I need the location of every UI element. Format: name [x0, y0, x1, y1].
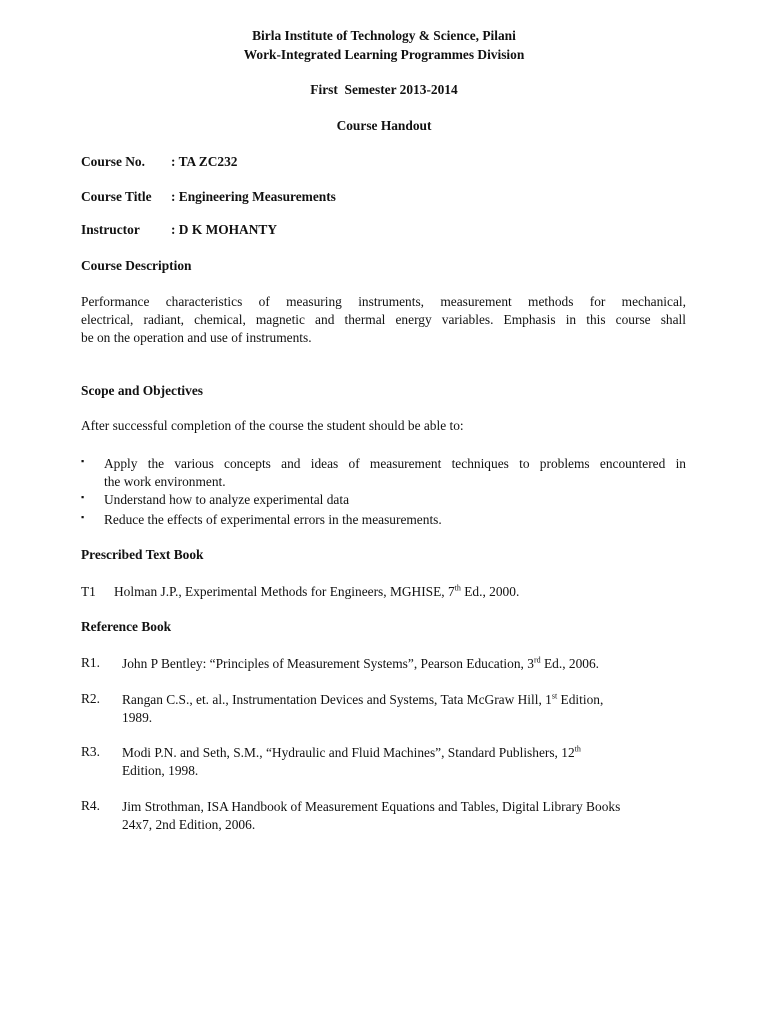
description-paragraph — [81, 293, 686, 347]
course-no-label: Course No. — [81, 154, 145, 169]
reference-id: R3. — [81, 744, 100, 759]
reference-text: Edition, — [557, 692, 604, 707]
reference-entry — [122, 744, 686, 780]
reference-line: 24x7, 2nd Edition, 2006. — [122, 817, 256, 832]
bullet-icon: ▪ — [81, 512, 85, 522]
objective-item — [104, 491, 686, 509]
description-line: be on the operation and use of instruments. — [81, 330, 312, 345]
text-book-tail: Ed., 2000. — [460, 584, 520, 599]
objective-item — [104, 455, 686, 491]
reference-line: Jim Strothman, ISA Handbook of Measurement Equations and Tables, Digital Library Books — [122, 799, 621, 814]
instructor-label: Instructor — [81, 222, 140, 237]
reference-heading: Reference Book — [81, 619, 172, 634]
reference-entry — [122, 798, 686, 834]
text-book-heading: Prescribed Text Book — [81, 547, 204, 562]
scope-heading: Scope and Objectives — [81, 383, 203, 398]
reference-line: 1989. — [122, 710, 153, 725]
reference-id: R4. — [81, 798, 100, 813]
description-heading: Course Description — [81, 258, 192, 273]
reference-text — [122, 691, 603, 709]
course-title-value: : Engineering Measurements — [171, 189, 336, 204]
description-line: electrical, radiant, chemical, magnetic and thermal energy variables. Emphasis in this course shall — [81, 312, 686, 327]
reference-text: Rangan C.S., et. al., Instrumentation Devices and Systems, Tata McGraw Hill, 1 — [122, 692, 552, 707]
reference-text: Modi P.N. and Seth, S.M., “Hydraulic and Fluid Machines”, Standard Publishers, 12 — [122, 745, 575, 760]
text-book-entry — [114, 584, 519, 600]
text-book-sup: th — [454, 583, 461, 593]
description-line: Performance characteristics of measuring instruments, measurement methods for mechanical, — [81, 294, 686, 309]
course-title-label: Course Title — [81, 189, 152, 204]
course-no-value: : TA ZC232 — [171, 154, 238, 169]
text-book-main: Holman J.P., Experimental Methods for Engineers, MGHISE, 7 — [114, 584, 455, 599]
objective-line: Understand how to analyze experimental data — [104, 492, 350, 507]
reference-line: Edition, 1998. — [122, 763, 199, 778]
institute-name: Birla Institute of Technology & Science, Pilani — [252, 28, 516, 43]
bullet-icon: ▪ — [81, 492, 85, 502]
reference-text: Ed., 2006. — [540, 656, 600, 671]
reference-id: R1. — [81, 655, 100, 670]
division-name: Work-Integrated Learning Programmes Division — [243, 47, 525, 62]
scope-intro: After successful completion of the course the student should be able to: — [81, 418, 464, 433]
objective-line: Apply the various concepts and ideas of measurement techniques to problems encountered in — [104, 456, 686, 471]
semester-line: First Semester 2013-2014 — [310, 82, 458, 97]
bullet-icon: ▪ — [81, 456, 85, 466]
reference-sup: rd — [533, 655, 541, 665]
document-title: Course Handout — [336, 118, 432, 133]
reference-entry — [122, 691, 686, 727]
reference-sup: st — [551, 691, 558, 701]
reference-id: R2. — [81, 691, 100, 706]
reference-entry — [122, 655, 686, 673]
objective-item — [104, 511, 686, 529]
reference-text: John P Bentley: “Principles of Measurement Systems”, Pearson Education, 3 — [122, 656, 534, 671]
text-book-id: T1 — [81, 584, 96, 599]
objective-line: the work environment. — [104, 474, 226, 489]
objective-line: Reduce the effects of experimental errors in the measurements. — [104, 512, 442, 527]
instructor-value: : D K MOHANTY — [171, 222, 278, 237]
reference-sup: th — [574, 744, 581, 754]
